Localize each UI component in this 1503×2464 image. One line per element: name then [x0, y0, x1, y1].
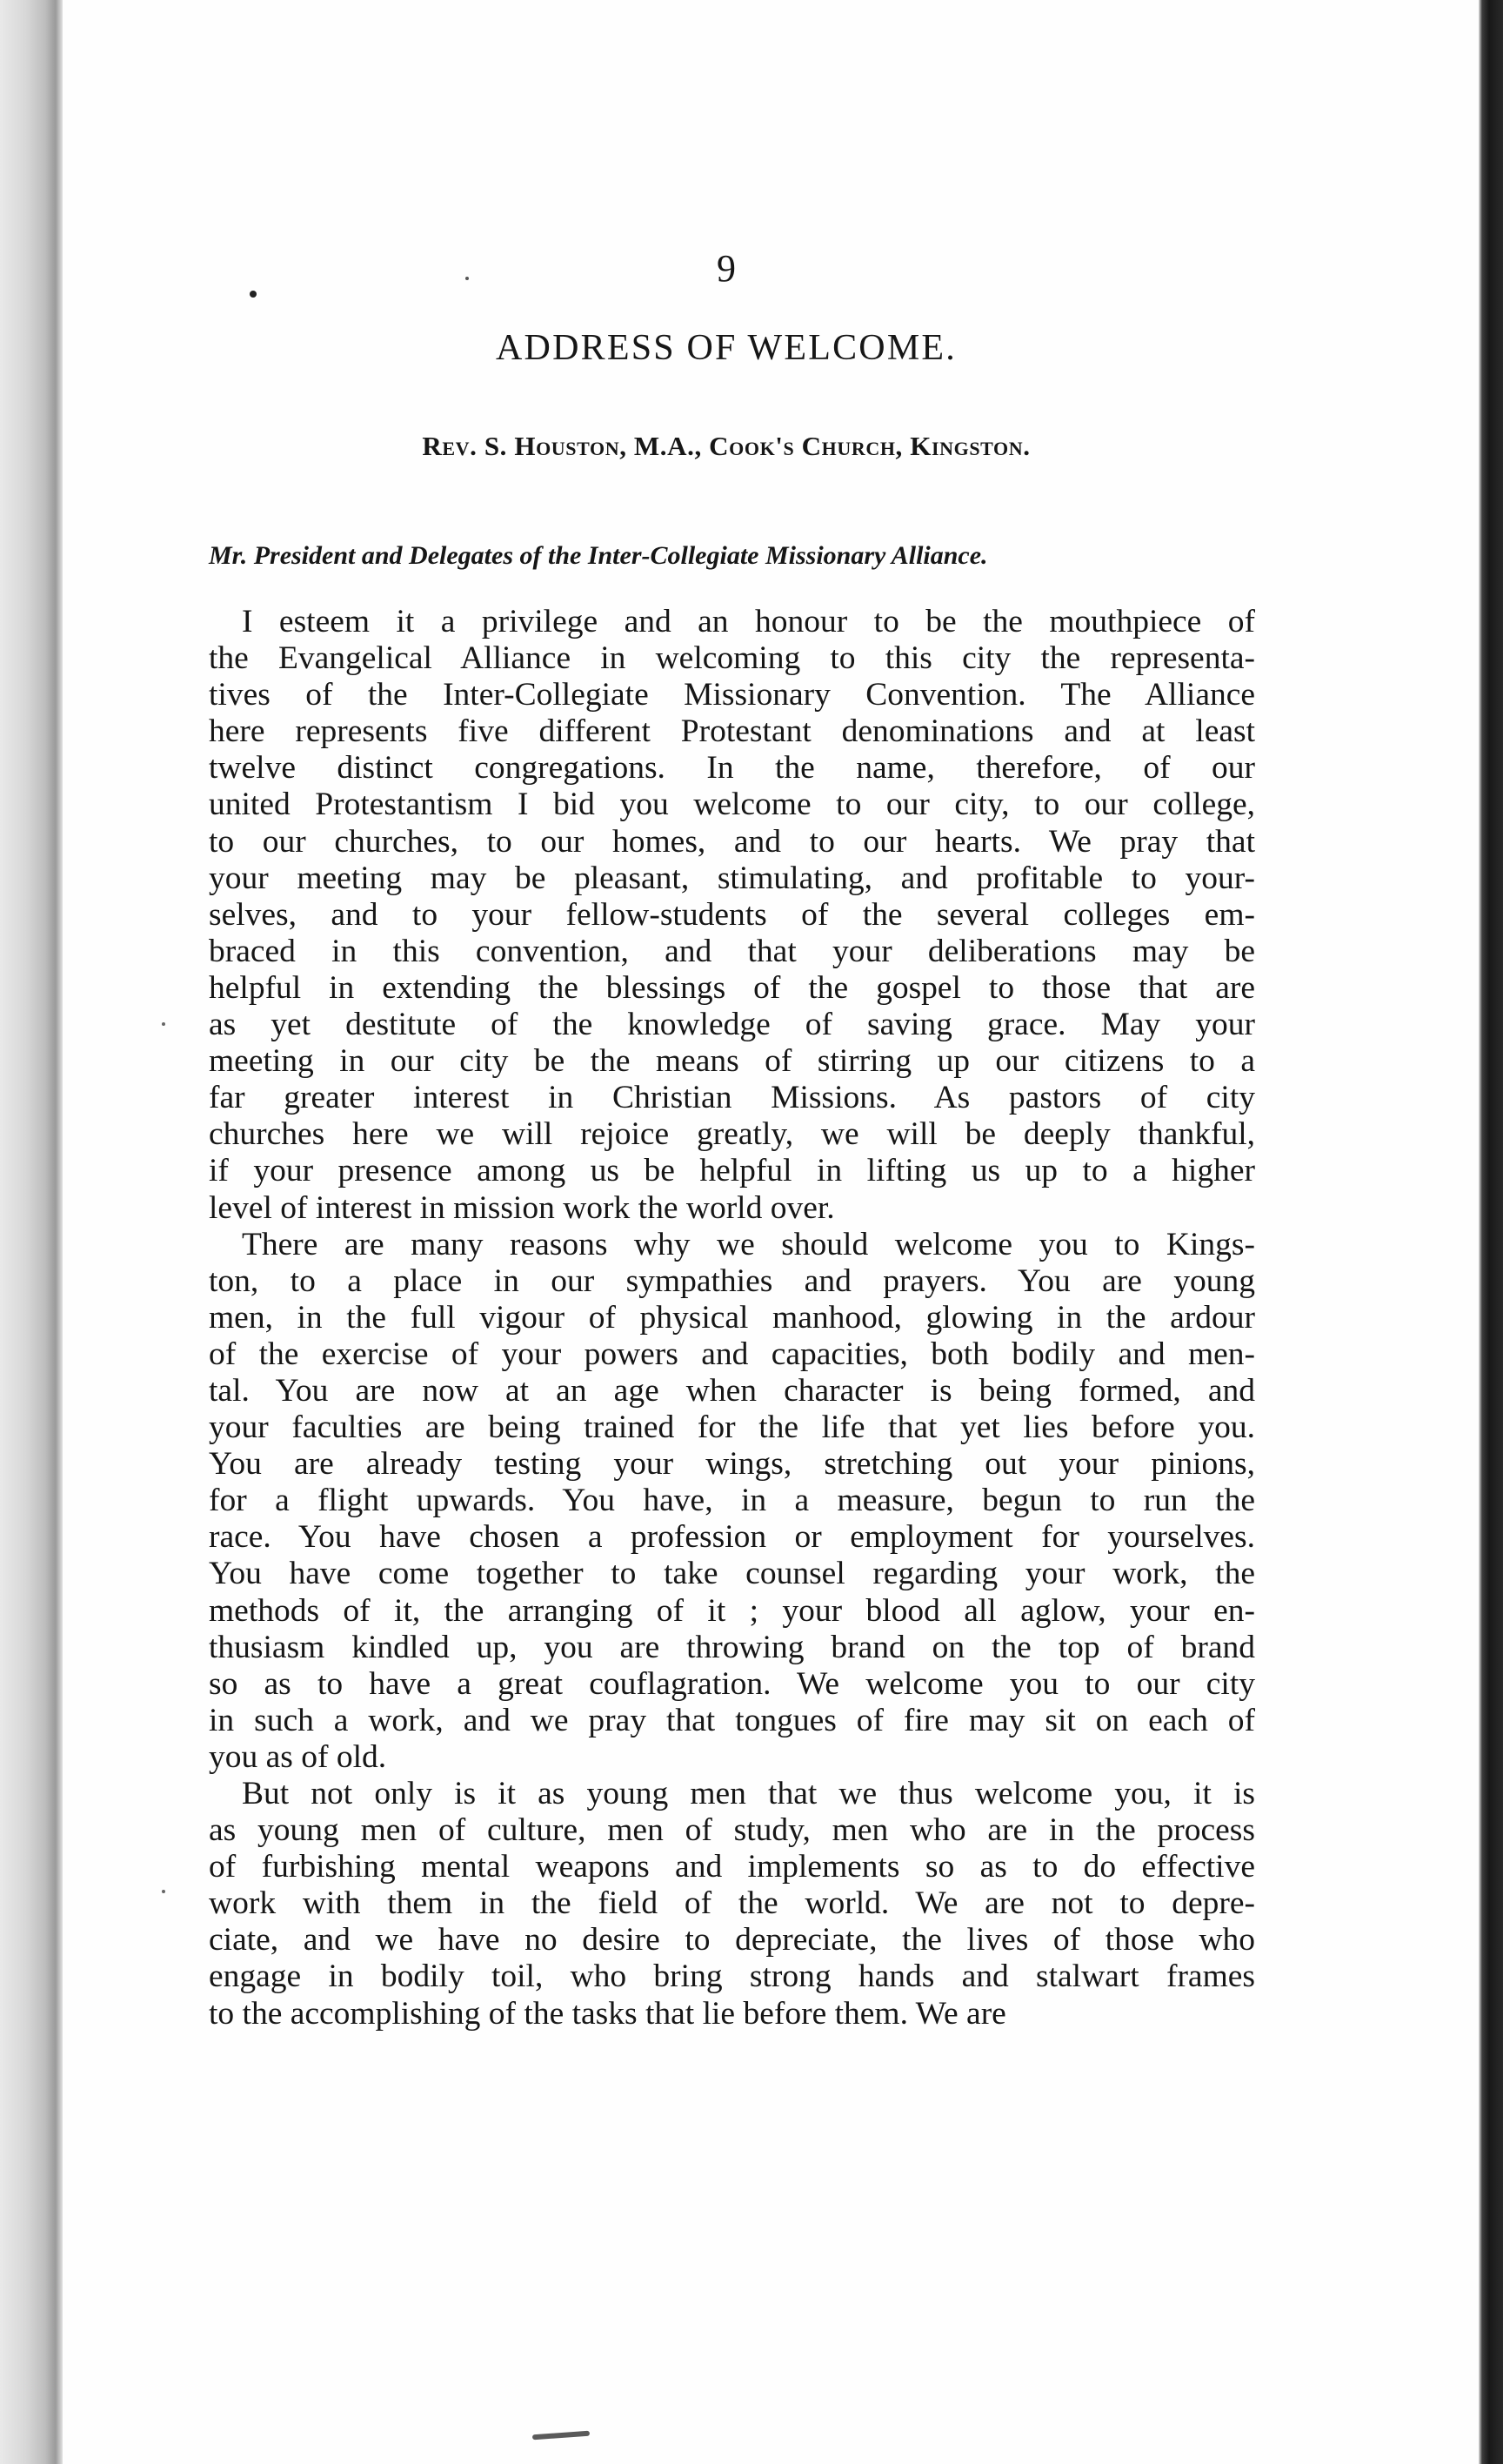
right-scan-border	[1479, 0, 1503, 2464]
text-line: meeting in our city be the means of stirring up our citizens to a	[209, 1043, 1255, 1080]
text-line: here represents five different Protestant denominations and at least	[209, 713, 1255, 750]
text-line: so as to have a great couflagration. We welcome you to our city	[209, 1665, 1255, 1702]
scan-speck	[162, 1022, 165, 1026]
paragraph	[209, 604, 1255, 1227]
text-line: race. You have chosen a profession or employment for yourselves.	[209, 1519, 1255, 1556]
paragraph	[209, 1227, 1255, 1776]
text-line: you as of old.	[209, 1738, 387, 1775]
text-line: the Evangelical Alliance in welcoming to this city the representa-	[209, 640, 1255, 677]
scan-speck	[250, 291, 257, 298]
text-line: tal. You are now at an age when character is being formed, and	[209, 1372, 1255, 1409]
paragraph	[209, 1776, 1255, 2032]
scan-speck	[162, 1890, 165, 1893]
text-line: to the accomplishing of the tasks that lie before them. We are	[209, 1995, 1006, 2032]
text-line: There are many reasons why we should welcome you to Kings-	[242, 1226, 1255, 1262]
text-line: You have come together to take counsel regarding your work, the	[209, 1556, 1255, 1592]
text-line: ton, to a place in our sympathies and prayers. You are young	[209, 1262, 1255, 1299]
text-line: if your presence among us be helpful in lifting us up to a higher	[209, 1153, 1255, 1189]
text-line: work with them in the field of the world. We are not to depre-	[209, 1885, 1255, 1922]
body-text	[209, 604, 1255, 2032]
text-line: your meeting may be pleasant, stimulating, and profitable to your-	[209, 860, 1255, 896]
text-line: You are already testing your wings, stretching out your pinions,	[209, 1446, 1255, 1483]
text-line: thusiasm kindled up, you are throwing brand on the top of brand	[209, 1629, 1255, 1665]
text-line: as young men of culture, men of study, men who are in the process	[209, 1812, 1255, 1849]
byline: Rev. S. Houston, M.A., Cook's Church, Kingston.	[422, 431, 1031, 461]
text-line: in such a work, and we pray that tongues of fire may sit on each of	[209, 1702, 1255, 1738]
page-title: ADDRESS OF WELCOME.	[496, 328, 957, 368]
text-line: I esteem it a privilege and an honour to be the mouthpiece of	[242, 604, 1255, 639]
text-line: helpful in extending the blessings of the gospel to those that are	[209, 969, 1255, 1006]
salutation: Mr. President and Delegates of the Inter-Collegiate Missionary Alliance.	[209, 541, 988, 570]
text-line: as yet destitute of the knowledge of saving grace. May your	[209, 1007, 1255, 1043]
text-line: of furbishing mental weapons and implements so as to do effective	[209, 1849, 1255, 1885]
text-line: for a flight upwards. You have, in a measure, begun to run the	[209, 1483, 1255, 1519]
text-line: twelve distinct congregations. In the name, therefore, of our	[209, 750, 1255, 787]
text-line: to our churches, to our homes, and to our hearts. We pray that	[209, 823, 1255, 860]
text-line: your faculties are being trained for the life that yet lies before you.	[209, 1409, 1255, 1446]
page-number: 9	[717, 247, 736, 290]
text-line: churches here we will rejoice greatly, we will be deeply thankful,	[209, 1116, 1255, 1153]
text-line: selves, and to your fellow-students of the several colleges em-	[209, 896, 1255, 933]
text-line: of the exercise of your powers and capacities, both bodily and men-	[209, 1336, 1255, 1372]
text-line: methods of it, the arranging of it ; your blood all aglow, your en-	[209, 1592, 1255, 1629]
text-line: tives of the Inter-Collegiate Missionary Convention. The Alliance	[209, 677, 1255, 713]
text-line: united Protestantism I bid you welcome to our city, to our college,	[209, 787, 1255, 823]
text-line: engage in bodily toil, who bring strong hands and stalwart frames	[209, 1958, 1255, 1995]
text-line: But not only is it as young men that we thus welcome you, it is	[242, 1776, 1255, 1811]
text-line: ciate, and we have no desire to depreciate, the lives of those who	[209, 1922, 1255, 1958]
text-line: braced in this convention, and that your deliberations may be	[209, 933, 1255, 969]
text-line: far greater interest in Christian Missions. As pastors of city	[209, 1080, 1255, 1116]
text-line: men, in the full vigour of physical manhood, glowing in the ardour	[209, 1299, 1255, 1336]
text-line: level of interest in mission work the world over.	[209, 1189, 835, 1226]
